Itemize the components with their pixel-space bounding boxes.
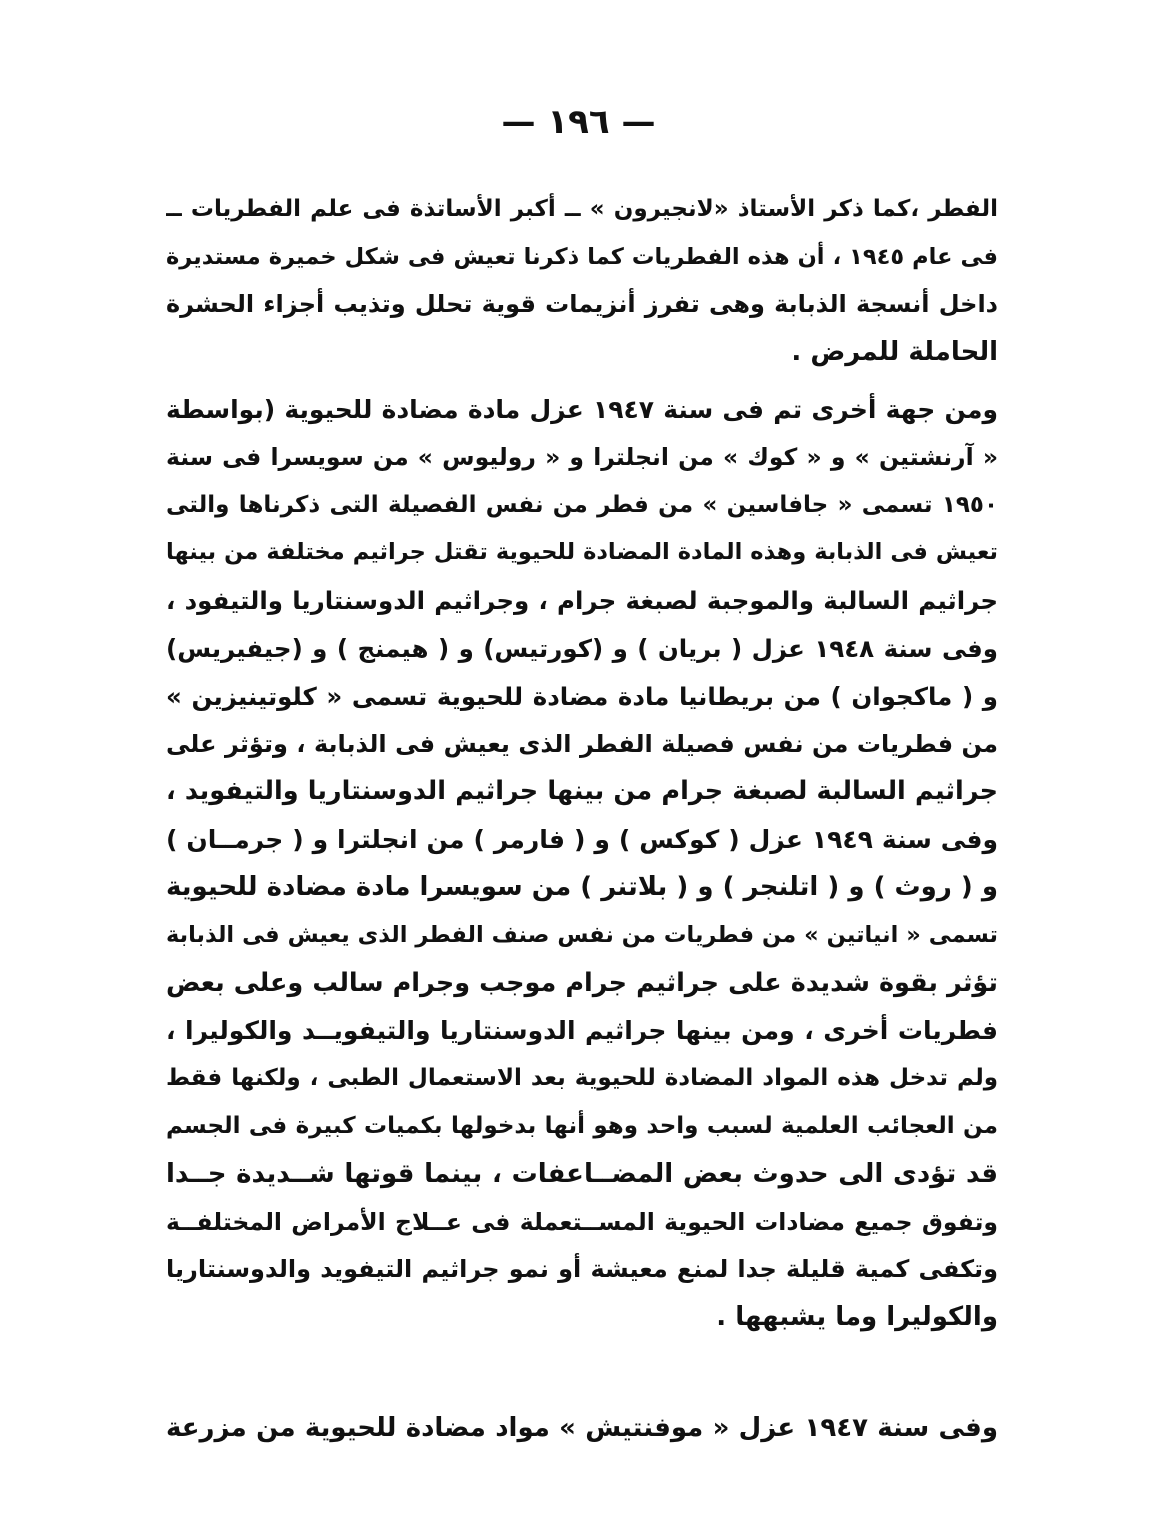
paragraph-2 [166, 386, 998, 1342]
text-line: تعيش فى الذبابة وهذه المادة المضادة للحيوية تقتل جراثيم مختلفة من بينها [166, 539, 998, 566]
text-line: ١٩٥٠ تسمى « جافاسين » من فطر من نفس الفصيلة التى ذكرناها والتى [166, 491, 998, 518]
text-line: وتفوق جميع مضادات الحيوية المســتعملة فى عــلاج الأمراض المختلفــة [166, 1207, 998, 1236]
text-line: تؤثر بقوة شديدة على جراثيم جرام موجب وجرام سالب وعلى بعض [166, 967, 998, 998]
text-line: قد تؤدى الى حدوث بعض المضــاعفات ، بينما قوتها شــديدة جــدا [166, 1158, 998, 1189]
text-line: فطريات أخرى ، ومن بينها جراثيم الدوسنتاريا والتيفويــد والكوليرا ، [166, 1016, 998, 1046]
text-line: الفطر ،كما ذكر الأستاذ «لانجيرون » ــ أكبر الأساتذة فى علم الفطريات ــ [166, 196, 998, 222]
text-line: وفى سنة ١٩٤٨ عزل ( بريان ) و (كورتيس) و ( هيمنج ) و (جيفيريس) [166, 633, 998, 663]
text-line: داخل أنسجة الذبابة وهى تفرز أنزيمات قوية تحلل وتذيب أجزاء الحشرة [166, 290, 998, 318]
paragraph-3 [166, 1405, 998, 1453]
text-line: من فطريات من نفس فصيلة الفطر الذى يعيش فى الذبابة ، وتؤثر على [166, 729, 998, 758]
text-line: و ( ماكجوان ) من بريطانيا مادة مضادة للحيوية تسمى « كلوتينيزين » [166, 681, 998, 711]
text-line: تسمى « انياتين » من فطريات من نفس صنف الفطر الذى يعيش فى الذبابة [166, 921, 998, 948]
text-line: من العجائب العلمية لسبب واحد وهو أنها بدخولها بكميات كبيرة فى الجسم [166, 1112, 998, 1139]
page-number: — ١٩٦ — [501, 102, 656, 142]
text-line: الحاملة للمرض . [791, 336, 998, 367]
text-line: وفى سنة ١٩٤٧ عزل « موفنتيش » مواد مضادة للحيوية من مزرعة [166, 1413, 998, 1443]
text-line: وتكفى كمية قليلة جدا لمنع معيشة أو نمو جراثيم التيفويد والدوسنتاريا [166, 1255, 998, 1284]
paragraph-1 [166, 186, 998, 376]
text-line: والكوليرا وما يشبهها . [716, 1302, 998, 1333]
text-line: فى عام ١٩٤٥ ، أن هذه الفطريات كما ذكرنا تعيش فى شكل خميرة مستديرة [166, 243, 998, 270]
text-line: و ( روث ) و ( اتلنجر ) و ( بلاتنر ) من سويسرا مادة مضادة للحيوية [166, 871, 998, 902]
text-line: جراثيم السالبة لصبغة جرام من بينها جراثيم الدوسنتاريا والتيفويد ، [166, 776, 998, 807]
text-line: ولم تدخل هذه المواد المضادة للحيوية بعد الاستعمال الطبى ، ولكنها فقط [166, 1065, 998, 1092]
text-line: « آرنشتين » و « كوك » من انجلترا و « روليوس » من سويسرا فى سنة [166, 442, 998, 471]
text-line: جراثيم السالبة والموجبة لصبغة جرام ، وجراثيم الدوسنتاريا والتيفود ، [166, 586, 998, 616]
text-line: وفى سنة ١٩٤٩ عزل ( كوكس ) و ( فارمر ) من انجلترا و ( جرمــان ) [166, 825, 998, 855]
text-line: ومن جهة أخرى تم فى سنة ١٩٤٧ عزل مادة مضادة للحيوية (بواسطة [166, 395, 998, 424]
